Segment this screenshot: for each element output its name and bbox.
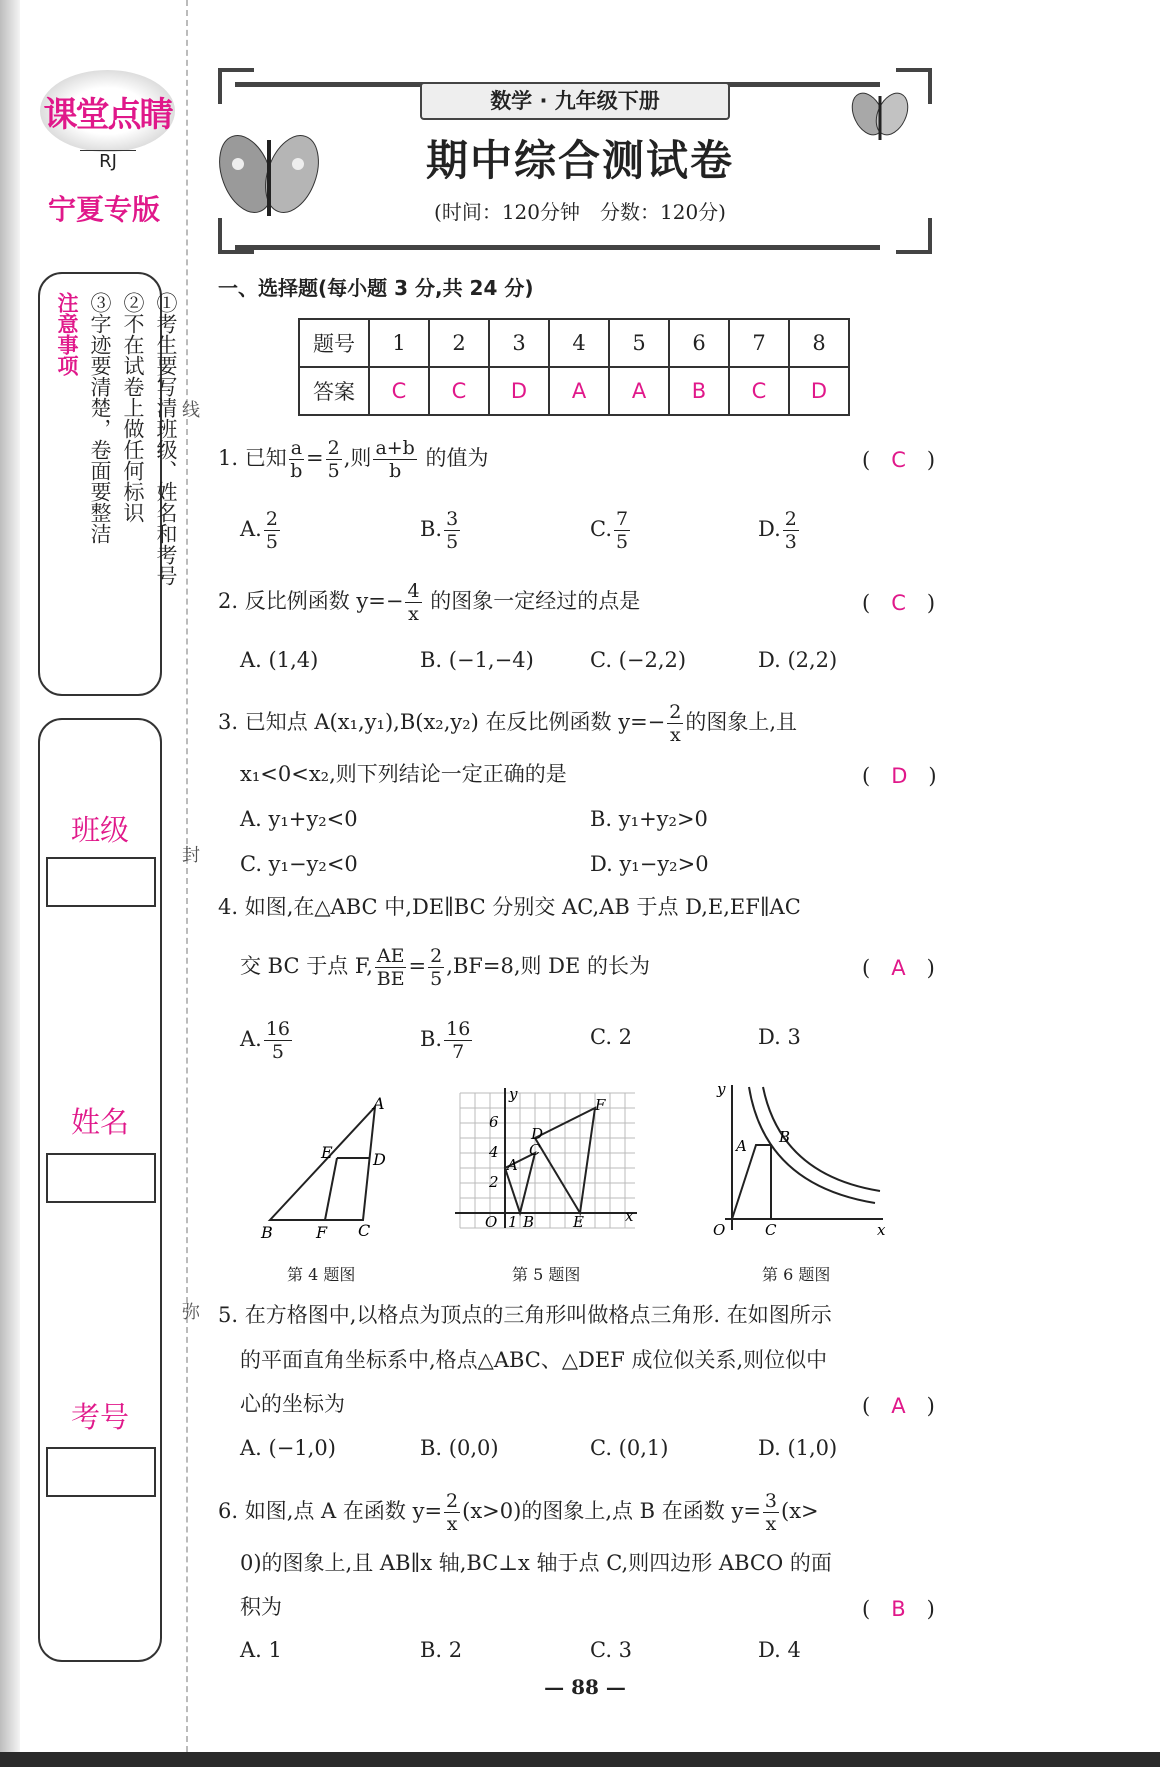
frac-num: 2 (784, 508, 797, 530)
brand-logo: 课堂点睛 (40, 70, 175, 152)
notice-text (50, 292, 182, 672)
q6-frac-3-x (763, 1490, 779, 1535)
q3-option-c: C. y₁−y₂<0 (240, 852, 358, 876)
frac-num: 7 (616, 508, 629, 530)
q2-option-c: C. (−2,2) (590, 648, 687, 672)
class-label: 班级 (70, 813, 129, 847)
q6-option-b: B. 2 (420, 1638, 463, 1662)
notice-line-1: ①考生要写清班级、姓名和考号 (154, 292, 178, 586)
answer-table-header-row (299, 319, 849, 367)
q5-answer-letter: A (891, 1394, 906, 1418)
binding-line (186, 0, 188, 1752)
q6-post: (x> (781, 1499, 819, 1523)
q1-frac-a-b (289, 437, 304, 482)
frame-corner-tl (218, 68, 254, 104)
q4-option-b (420, 1018, 474, 1063)
answer-cell: B (669, 367, 729, 415)
q4-line-2 (240, 945, 650, 990)
butterfly-icon (212, 112, 332, 232)
q6-line-3: 积为 (240, 1595, 282, 1619)
fig5-label-f: F (595, 1096, 606, 1114)
fig5-tick-2: 2 (489, 1173, 499, 1191)
fig4-label-f: F (316, 1223, 328, 1242)
frac-den: b (389, 460, 402, 482)
q1-eq: = (306, 446, 324, 470)
fig5-label-c: C (529, 1141, 541, 1159)
q6-option-d: D. 4 (758, 1638, 801, 1662)
name-label: 姓名 (70, 1105, 129, 1139)
q3-option-b: B. y₁+y₂>0 (590, 807, 708, 831)
q4-frac-2-5 (428, 945, 444, 990)
frac-den: 7 (452, 1041, 465, 1063)
frac-num: 2 (446, 1490, 459, 1512)
q5-option-a: A. (−1,0) (240, 1436, 336, 1460)
table-cell: 8 (789, 319, 849, 367)
frac-num: 2 (327, 437, 340, 459)
fig5-tick-6: 6 (489, 1113, 499, 1131)
answer-cell: A (609, 367, 669, 415)
fig4-label-c: C (358, 1221, 371, 1240)
question-2 (218, 580, 640, 625)
q3-answer: ( D ) (862, 764, 937, 788)
q3-option-a: A. y₁+y₂<0 (240, 807, 358, 831)
q1-post: 的值为 (418, 446, 489, 470)
fig6-label-b: B (779, 1128, 791, 1146)
opt-label: A. (240, 1027, 262, 1051)
q4-option-d: D. 3 (758, 1025, 801, 1049)
notice-line-3: ③字迹要清楚，卷面要整洁 (88, 292, 112, 544)
fig5-tick-4: 4 (489, 1143, 499, 1161)
q3-post: 的图象上,且 (685, 710, 798, 734)
figure-4-triangle (255, 1095, 405, 1245)
answer-cell: D (489, 367, 549, 415)
q2-post: 的图象一定经过的点是 (423, 589, 641, 613)
bottom-bar (0, 1752, 1160, 1767)
question-5: 5. 在方格图中,以格点为顶点的三角形叫做格点三角形. 在如图所示 (218, 1303, 832, 1327)
q2-option-b: B. (−1,−4) (420, 648, 534, 672)
q1-option-c (590, 508, 632, 553)
fig6-label-a: A (736, 1137, 747, 1155)
q2-frac (405, 580, 421, 625)
frac-num: 3 (446, 508, 459, 530)
q4-eq: = (408, 954, 427, 978)
fig4-line-ef (325, 1158, 337, 1220)
page-number: — 88 — (544, 1675, 626, 1699)
answer-cell: C (429, 367, 489, 415)
frac-den: 5 (446, 531, 459, 553)
q2-answer: ( C ) (862, 591, 936, 615)
fig4-label-b: B (261, 1223, 273, 1242)
opt-label: A. (240, 517, 262, 541)
q6-mid: (x>0)的图象上,点 B 在函数 y= (462, 1499, 761, 1523)
frac-den: x (408, 603, 419, 625)
butterfly-small-icon (846, 82, 916, 152)
q2-option-d: D. (2,2) (758, 648, 838, 672)
q4-answer: ( A ) (862, 956, 935, 980)
table-cell: 4 (549, 319, 609, 367)
q1-frac-2-5 (326, 437, 342, 482)
fig5-label-e: E (573, 1213, 584, 1231)
frac-num: 3 (764, 1490, 778, 1512)
q1-answer: ( C ) (862, 448, 936, 472)
q4-pre2: 交 BC 于点 F, (240, 954, 373, 978)
opt-label: C. (590, 517, 612, 541)
table-cell: 1 (369, 319, 429, 367)
notice-title: 注意事项 (55, 292, 79, 376)
q1-option-a (240, 508, 282, 553)
brand-logo-sub: RJ (80, 150, 136, 172)
page-title: 期中综合测试卷 (425, 136, 734, 185)
frac-num: a+b (375, 437, 415, 459)
frac-den: x (765, 1513, 777, 1535)
opt-frac (264, 508, 280, 553)
q1-text: 1. 已知 (218, 446, 287, 470)
fig5-label-x: x (625, 1207, 634, 1225)
q1-option-d (758, 508, 801, 553)
frac-den: 3 (784, 531, 797, 553)
q3-text: 3. 已知点 A(x₁,y₁),B(x₂,y₂) 在反比例函数 y=− (218, 710, 666, 734)
table-cell: 3 (489, 319, 549, 367)
class-field[interactable] (46, 857, 156, 907)
opt-label: D. (758, 517, 781, 541)
answer-cell: D (789, 367, 849, 415)
fig6-label-y: y (717, 1080, 726, 1098)
fig6-label-o: O (713, 1221, 726, 1239)
figure-5-grid (455, 1085, 645, 1245)
table-cell: 6 (669, 319, 729, 367)
q5-line-3: 心的坐标为 (240, 1392, 345, 1416)
opt-frac (444, 1018, 472, 1063)
frac-den: x (446, 1513, 458, 1535)
q2-answer-letter: C (891, 591, 906, 615)
question-3 (218, 701, 797, 746)
q6-answer-letter: B (891, 1597, 906, 1621)
frac-num: 2 (265, 508, 278, 530)
fig6-label-x: x (877, 1221, 886, 1239)
page-edge-shadow (0, 0, 20, 1767)
q4-frac-ae-be (375, 945, 407, 990)
frac-num: a (290, 437, 303, 459)
fig4-label-e: E (321, 1143, 333, 1162)
fig5-label-a: A (507, 1156, 518, 1174)
figure-4-caption: 第 4 题图 (287, 1265, 356, 1284)
q5-option-d: D. (1,0) (758, 1436, 838, 1460)
question-4: 4. 如图,在△ABC 中,DE∥BC 分别交 AC,AB 于点 D,E,EF∥AC (218, 895, 801, 919)
question-6 (218, 1490, 819, 1535)
table-cell: 5 (609, 319, 669, 367)
opt-frac (444, 508, 460, 553)
table-header-answer: 答案 (299, 367, 369, 415)
fold-mark-feng: 封 (179, 845, 200, 863)
q5-answer: ( A ) (862, 1394, 935, 1418)
answer-table (298, 318, 850, 416)
fig5-label-o: O (485, 1213, 498, 1231)
frac-den: 5 (616, 531, 629, 553)
q3-frac (667, 701, 683, 746)
fig5-label-b: B (523, 1213, 535, 1231)
notice-line-2: ②不在试卷上做任何标识 (121, 292, 145, 523)
section-title: 一、选择题(每小题 3 分,共 24 分) (218, 276, 534, 300)
frac-den: 5 (265, 531, 278, 553)
opt-frac (614, 508, 630, 553)
opt-frac (264, 1018, 292, 1063)
answer-cell: A (549, 367, 609, 415)
table-header-number: 题号 (299, 319, 369, 367)
q1-frac-ab-b (373, 437, 416, 482)
frac-den: 5 (271, 1041, 284, 1063)
fig5-tick-1: 1 (508, 1213, 518, 1231)
q6-frac-2-x (444, 1490, 460, 1535)
q1-answer-letter: C (891, 448, 906, 472)
q3-answer-letter: D (891, 764, 908, 788)
q6-line-2: 0)的图象上,且 AB∥x 轴,BC⊥x 轴于点 C,则四边形 ABCO 的面 (240, 1551, 832, 1575)
frac-num: AE (376, 945, 405, 967)
q2-option-a: A. (1,4) (240, 648, 319, 672)
q6-answer: ( B ) (862, 1597, 935, 1621)
frac-den: x (669, 724, 681, 746)
fold-mark-mi: 弥 (179, 1302, 200, 1320)
fig5-label-y: y (509, 1085, 518, 1103)
fig6-label-c: C (765, 1221, 777, 1239)
q2-text: 2. 反比例函数 y=− (218, 589, 404, 613)
exam-no-label: 考号 (70, 1400, 129, 1434)
frac-num: 2 (669, 701, 682, 723)
frac-den: 5 (327, 460, 340, 482)
table-cell: 2 (429, 319, 489, 367)
opt-frac (783, 508, 799, 553)
opt-label: B. (420, 517, 443, 541)
name-field[interactable] (46, 1153, 156, 1203)
exam-no-field[interactable] (46, 1447, 156, 1497)
q3-option-d: D. y₁−y₂>0 (590, 852, 709, 876)
frac-num: 16 (446, 1018, 471, 1040)
figure-6-caption: 第 6 题图 (762, 1265, 831, 1284)
frac-den: BE (376, 968, 405, 990)
figure-5-caption: 第 5 题图 (512, 1265, 581, 1284)
q3-line-2: x₁<0<x₂,则下列结论一定正确的是 (240, 762, 567, 786)
fold-mark-xian: 线 (179, 400, 200, 418)
q5-option-b: B. (0,0) (420, 1436, 499, 1460)
q4-option-a (240, 1018, 294, 1063)
fig6-quad-abco (732, 1145, 771, 1219)
frac-den: 5 (430, 968, 443, 990)
q1-mid: ,则 (343, 446, 372, 470)
fig4-label-d: D (373, 1150, 386, 1169)
fig4-triangle-abc (270, 1107, 375, 1220)
exam-time-score: (时间：120分钟 分数：120分) (434, 200, 726, 224)
table-cell: 7 (729, 319, 789, 367)
q5-option-c: C. (0,1) (590, 1436, 669, 1460)
frac-num: 2 (430, 945, 443, 967)
q6-option-c: C. 3 (590, 1638, 633, 1662)
q4-answer-letter: A (891, 956, 906, 980)
frac-num: 4 (407, 580, 420, 602)
frame-corner-br (896, 218, 932, 254)
q4-option-c: C. 2 (590, 1025, 633, 1049)
opt-label: B. (420, 1027, 443, 1051)
q6-text: 6. 如图,点 A 在函数 y= (218, 1499, 443, 1523)
question-1 (218, 437, 489, 482)
answer-cell: C (729, 367, 789, 415)
q5-line-2: 的平面直角坐标系中,格点△ABC、△DEF 成位似关系,则位似中 (240, 1348, 828, 1372)
fig5-label-d: D (531, 1125, 544, 1143)
q4-tail: ,BF=8,则 DE 的长为 (446, 954, 651, 978)
subject-tag: 数学 · 九年级下册 (420, 82, 730, 120)
edition-label: 宁夏专版 (48, 193, 161, 226)
answer-table-answer-row (299, 367, 849, 415)
fig4-label-a: A (373, 1095, 385, 1113)
frac-den: b (290, 460, 303, 482)
figure-6-graph (705, 1075, 900, 1250)
q6-option-a: A. 1 (240, 1638, 282, 1662)
q1-option-b (420, 508, 462, 553)
answer-cell: C (369, 367, 429, 415)
frac-num: 16 (265, 1018, 291, 1040)
